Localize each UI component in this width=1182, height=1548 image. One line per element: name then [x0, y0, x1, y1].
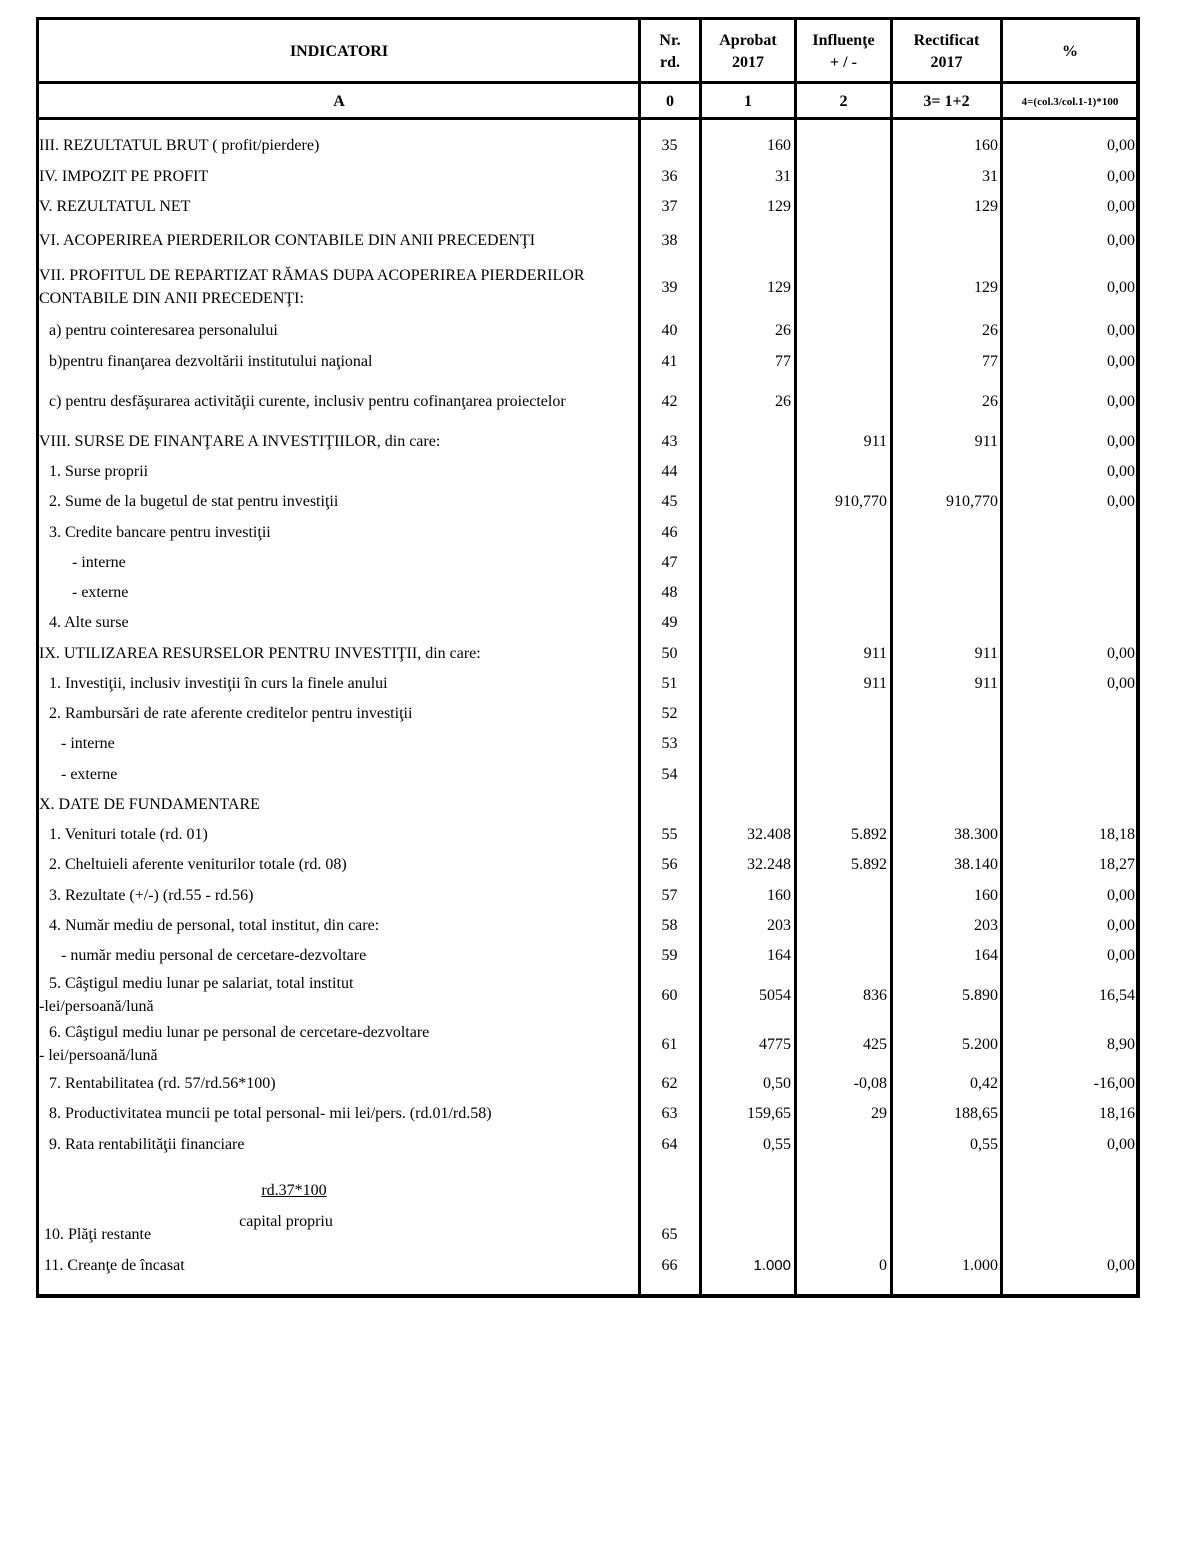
row-nr: 45: [661, 492, 678, 510]
row-rectificat: 910,770: [946, 492, 998, 510]
row-aprobat: [702, 457, 791, 485]
row-percent: [1004, 518, 1135, 546]
row-aprobat: 160: [767, 136, 791, 154]
formula-numerator: rd.37*100: [261, 1182, 327, 1199]
row-indicator-label: [39, 162, 635, 190]
row-label-line1: 6. Câştigul mediu lunar pe personal de cercetare-dezvoltare: [49, 1024, 430, 1041]
header-nr-rd: [639, 21, 701, 83]
row-influente: 0: [879, 1256, 887, 1274]
header-divider: [36, 81, 1140, 84]
row-indicator-label: [39, 131, 635, 159]
row-label-line1: 5. Câştigul mediu lunar pe salariat, total institut: [49, 975, 354, 992]
header-rectificat-line1: Rectificat: [913, 32, 980, 49]
row-indicator-label: [39, 1251, 640, 1279]
row-rectificat: 911: [974, 432, 998, 450]
row-aprobat: 26: [775, 392, 791, 410]
row-percent: [1004, 729, 1135, 757]
row-influente: [797, 162, 887, 190]
row-aprobat: 0,55: [763, 1135, 791, 1153]
row-indicator-label: [39, 1130, 645, 1158]
row-rectificat: 26: [982, 321, 998, 339]
row-nr: 46: [661, 523, 678, 541]
formula-denominator: capital propriu: [239, 1213, 333, 1230]
row-aprobat: [702, 578, 791, 606]
row-label-text: 1. Venituri totale (rd. 01): [49, 825, 208, 843]
table-row: [36, 487, 1140, 515]
row-percent: 0,00: [1107, 916, 1135, 934]
row-influente: 5.892: [851, 855, 887, 873]
table-row: [36, 1020, 1140, 1068]
header-influente-line2: + / -: [830, 54, 857, 71]
row-rectificat: [893, 222, 998, 258]
row-label-text: IV. IMPOZIT PE PROFIT: [39, 167, 209, 185]
row-percent: 0,00: [1107, 278, 1135, 296]
row-percent: 0,00: [1107, 674, 1135, 692]
row-percent: [1004, 790, 1135, 818]
row-aprobat: [702, 669, 791, 697]
table-row: [36, 881, 1140, 909]
table-row: [36, 427, 1140, 455]
row-rectificat: 129: [974, 197, 998, 215]
row-label-text: 1. Surse proprii: [49, 462, 149, 480]
row-label-line2: -lei/persoană/lună: [39, 998, 154, 1015]
indicators-table: [36, 17, 1140, 1298]
row-rectificat: [893, 578, 998, 606]
subheader-c2: 2: [839, 92, 848, 110]
table-row: [36, 941, 1140, 969]
row-nr: 48: [661, 583, 678, 601]
row-indicator-label: [39, 457, 645, 485]
row-aprobat: 203: [767, 916, 791, 934]
row-nr: [639, 790, 700, 818]
row-aprobat: 26: [775, 321, 791, 339]
row-indicator-label: [39, 427, 635, 455]
row-nr: 60: [661, 986, 678, 1004]
table-row: [36, 222, 1140, 258]
row-aprobat: 32.408: [747, 825, 791, 843]
header-rectificat-line2: 2017: [930, 54, 963, 71]
row-aprobat: [702, 639, 791, 667]
row-aprobat: 164: [767, 946, 791, 964]
row-nr: 54: [661, 765, 678, 783]
row-indicator-label: [39, 1099, 645, 1127]
row-indicator-label: [39, 911, 645, 939]
row-rectificat: 5.890: [962, 986, 998, 1004]
row-label-text: - externe: [61, 765, 118, 783]
table-row: [36, 261, 1140, 313]
row-percent: -16,00: [1093, 1074, 1135, 1092]
row-aprobat: 32.248: [747, 855, 791, 873]
table-row: [36, 518, 1140, 546]
row-label-text: 4. Alte surse: [49, 613, 129, 631]
row-nr: 57: [661, 886, 678, 904]
row-influente: [797, 911, 887, 939]
row-influente: [797, 192, 887, 220]
row-rectificat: 77: [982, 352, 998, 370]
row-percent: 0,00: [1107, 392, 1135, 410]
border-bottom: [36, 1294, 1140, 1298]
table-row: [36, 377, 1140, 425]
row-nr: 47: [661, 553, 678, 571]
row-percent: 0,00: [1107, 352, 1135, 370]
row-influente: [797, 131, 887, 159]
row-influente: 911: [863, 674, 887, 692]
row-rectificat: 31: [982, 167, 998, 185]
row-percent: 18,18: [1099, 825, 1135, 843]
border-right: [1136, 17, 1140, 1298]
row-indicator-label: [39, 820, 645, 848]
row-nr: 58: [661, 916, 678, 934]
header-aprobat: [701, 21, 795, 83]
row-aprobat: 1.000: [753, 1256, 791, 1274]
table-row: [36, 1099, 1140, 1127]
row-nr: 44: [661, 462, 678, 480]
row-rectificat: 188,65: [954, 1104, 998, 1122]
subheader-c1: 1: [744, 92, 752, 110]
row-indicator-label: [39, 881, 645, 909]
row-indicator-label: [39, 487, 645, 515]
row-aprobat: 0,50: [763, 1074, 791, 1092]
row-percent: [1004, 578, 1135, 606]
row-percent: 0,00: [1107, 886, 1135, 904]
row-label-text: 4. Număr mediu de personal, total institut, din care:: [49, 916, 380, 934]
row-influente: [797, 1220, 887, 1248]
row-aprobat: 129: [767, 278, 791, 296]
row-indicator-label: [39, 699, 645, 727]
table-row: [36, 457, 1140, 485]
row-aprobat: 77: [775, 352, 791, 370]
row-percent: 18,27: [1099, 855, 1135, 873]
row-nr: 51: [661, 674, 678, 692]
row-indicator-label: [39, 1069, 645, 1097]
row-influente: [797, 790, 887, 818]
row-label-text: IX. UTILIZAREA RESURSELOR PENTRU INVESTIŢII, din care:: [39, 644, 481, 662]
row-indicator-label: [39, 222, 635, 258]
row-nr: 41: [661, 352, 678, 370]
row-aprobat: [702, 790, 791, 818]
row-nr: 62: [661, 1074, 678, 1092]
row-indicator-label: [39, 347, 645, 375]
row-nr: 40: [661, 321, 678, 339]
table-row: [36, 192, 1140, 220]
row-label-text: 9. Rata rentabilităţii financiare: [49, 1135, 245, 1153]
row-rectificat: 911: [974, 644, 998, 662]
row-rectificat: 0,42: [970, 1074, 998, 1092]
table-row: [36, 729, 1140, 757]
row-label-text: 2. Rambursări de rate aferente creditelor pentru investiţii: [49, 704, 413, 722]
row-indicator-label: [39, 1020, 635, 1068]
table-row: [36, 669, 1140, 697]
row-rectificat: [893, 760, 998, 788]
row-percent: 0,00: [1107, 1256, 1135, 1274]
row-influente: 910,770: [835, 492, 887, 510]
row-indicator-label: [39, 261, 635, 313]
row-percent: 0,00: [1107, 462, 1135, 480]
row-indicator-label: [39, 790, 635, 818]
row-rectificat: 1.000: [962, 1256, 998, 1274]
row-aprobat: 129: [767, 197, 791, 215]
subheader-c3: 3= 1+2: [923, 92, 970, 110]
row-percent: 0,00: [1107, 946, 1135, 964]
header-nr-line2: rd.: [660, 54, 680, 71]
row-aprobat: [702, 1220, 791, 1248]
row-rectificat: 164: [974, 946, 998, 964]
table-row: [36, 760, 1140, 788]
table-row: [36, 971, 1140, 1019]
row-label-text: b)pentru finanţarea dezvoltării institutului naţional: [49, 352, 373, 370]
row-influente: [797, 608, 887, 636]
border-left: [36, 17, 39, 1298]
table-row: [36, 911, 1140, 939]
divider-v3: [890, 17, 893, 1298]
subheader-a: A: [333, 92, 345, 110]
row-label-text: a) pentru cointeresarea personalului: [49, 321, 278, 339]
table-row: [36, 162, 1140, 190]
row-label-text: 2. Sume de la bugetul de stat pentru investiţii: [49, 492, 339, 510]
row-rectificat: [893, 1220, 998, 1248]
row-percent: 0,00: [1107, 167, 1135, 185]
row-nr: 37: [661, 197, 678, 215]
row-rectificat: [893, 457, 998, 485]
row-label-text: VI. ACOPERIREA PIERDERILOR CONTABILE DIN ANII PRECEDENŢI: [39, 231, 536, 249]
row-aprobat: 4775: [759, 1035, 791, 1053]
row-rectificat: 129: [974, 278, 998, 296]
header-indicatori: INDICATORI: [289, 43, 389, 60]
row-rectificat: [893, 608, 998, 636]
table-row: [36, 548, 1140, 576]
header-aprobat-line1: Aprobat: [719, 32, 777, 49]
row-label-text: VII. PROFITUL DE REPARTIZAT RĂMAS DUPA ACOPERIREA PIERDERILOR CONTABILE DIN ANII PRECEDENŢI:: [39, 267, 585, 307]
row-indicator-label: [39, 192, 635, 220]
row-influente: 425: [863, 1035, 887, 1053]
row-indicator-label: [39, 608, 645, 636]
row-label-text: 2. Cheltuieli aferente veniturilor totale (rd. 08): [49, 855, 347, 873]
row-indicator-label: [39, 377, 635, 425]
row-influente: [797, 729, 887, 757]
row-nr: 49: [661, 613, 678, 631]
row-label-text: III. REZULTATUL BRUT ( profit/pierdere): [39, 136, 320, 154]
row-rectificat: [893, 548, 998, 576]
header-percent: %: [1062, 43, 1078, 60]
row-percent: 0,00: [1107, 644, 1135, 662]
header-influente-line1: Influenţe: [812, 32, 875, 49]
table-row: [36, 347, 1140, 375]
row-influente: 836: [863, 986, 887, 1004]
row-percent: 0,00: [1107, 1135, 1135, 1153]
header-influente: [796, 21, 891, 83]
row-aprobat: 160: [767, 886, 791, 904]
row-label-text: 7. Rentabilitatea (rd. 57/rd.56*100): [49, 1074, 276, 1092]
table-row: [36, 1251, 1140, 1279]
row-rectificat: 5.200: [962, 1035, 998, 1053]
table-row: [36, 790, 1140, 818]
row-label-text: 8. Productivitatea muncii pe total personal- mii lei/pers. (rd.01/rd.58): [49, 1104, 492, 1122]
row-influente: [797, 1130, 887, 1158]
header-nr-line1: Nr.: [659, 32, 681, 49]
row-indicator-label: [39, 548, 668, 576]
row-influente: [797, 578, 887, 606]
row-influente: [797, 457, 887, 485]
row-percent: 0,00: [1107, 321, 1135, 339]
row-rectificat: 26: [982, 392, 998, 410]
row-label-text: - externe: [72, 583, 129, 601]
row-label-text: - interne: [72, 553, 126, 571]
row-indicator-label: [39, 850, 645, 878]
table-row: [36, 699, 1140, 727]
row-aprobat: 31: [775, 167, 791, 185]
row-aprobat: [702, 760, 791, 788]
row-influente: 911: [863, 644, 887, 662]
row-rectificat: [893, 699, 998, 727]
table-row: [36, 1220, 1140, 1248]
row-percent: [1004, 1220, 1135, 1248]
row-influente: [797, 347, 887, 375]
subheader-divider: [36, 117, 1140, 120]
row-nr: 35: [661, 136, 678, 154]
row-influente: [797, 377, 887, 425]
row-rectificat: 911: [974, 674, 998, 692]
row-aprobat: [702, 548, 791, 576]
border-top: [36, 17, 1140, 20]
row-percent: 16,54: [1099, 986, 1135, 1004]
table-row: [36, 850, 1140, 878]
row-nr: 42: [661, 392, 678, 410]
row-indicator-label: [39, 971, 635, 1019]
row-aprobat: [702, 699, 791, 727]
row-nr: 38: [661, 231, 678, 249]
row-indicator-label: [39, 669, 645, 697]
row-nr: 52: [661, 704, 678, 722]
row-nr: 56: [661, 855, 678, 873]
header-aprobat-line2: 2017: [732, 54, 764, 71]
row-influente: [797, 316, 887, 344]
row-aprobat: [702, 222, 791, 258]
row-indicator-label: [39, 639, 635, 667]
row-percent: 0,00: [1107, 432, 1135, 450]
row-influente: [797, 941, 887, 969]
row-rectificat: 0,55: [970, 1135, 998, 1153]
row-nr: 65: [661, 1225, 678, 1243]
row-aprobat: [702, 487, 791, 515]
row-indicator-label: [39, 316, 645, 344]
row-influente: [797, 760, 887, 788]
row-rectificat: 38.300: [954, 825, 998, 843]
divider-v4: [1000, 17, 1003, 1298]
row-indicator-label: [39, 578, 668, 606]
divider-v1: [699, 17, 702, 1298]
table-row: [36, 1130, 1140, 1158]
row-influente: [797, 699, 887, 727]
row-nr: 36: [661, 167, 678, 185]
row-percent: 8,90: [1107, 1035, 1135, 1053]
subheader-c4: 4=(col.3/col.1-1)*100: [1021, 95, 1119, 108]
row-label-text: X. DATE DE FUNDAMENTARE: [39, 795, 260, 813]
row-nr: 63: [661, 1104, 678, 1122]
row-label-text: V. REZULTATUL NET: [39, 197, 191, 215]
subheader-c0: 0: [666, 92, 674, 110]
row-influente: [797, 881, 887, 909]
row-nr: 61: [661, 1035, 678, 1053]
row-nr: 64: [661, 1135, 678, 1153]
table-row: [36, 316, 1140, 344]
row-rectificat: 160: [974, 136, 998, 154]
row-rectificat: 38.140: [954, 855, 998, 873]
row-nr: 55: [661, 825, 678, 843]
row-rectificat: 160: [974, 886, 998, 904]
row-influente: -0,08: [853, 1074, 887, 1092]
row-label-text: 3. Rezultate (+/-) (rd.55 - rd.56): [49, 886, 254, 904]
row-indicator-label: [39, 518, 645, 546]
row-indicator-label: [39, 760, 657, 788]
row-label-text: 1. Investiţii, inclusiv investiţii în curs la finele anului: [49, 674, 388, 692]
row-label-text: 11. Creanţe de încasat: [44, 1256, 185, 1274]
row-percent: 0,00: [1107, 197, 1135, 215]
row-label-text: c) pentru desfăşurarea activităţii curente, inclusiv pentru cofinanţarea proiectelor: [49, 392, 566, 410]
row-label-text: 10. Plăţi restante: [44, 1225, 152, 1243]
row-aprobat: [702, 427, 791, 455]
row-rectificat: [893, 790, 998, 818]
row-nr: 39: [661, 278, 678, 296]
row-influente: [797, 518, 887, 546]
row-aprobat: 159,65: [747, 1104, 791, 1122]
row-rectificat: 203: [974, 916, 998, 934]
row-label-text: - interne: [61, 734, 115, 752]
row-influente: 911: [863, 432, 887, 450]
table-row: [36, 608, 1140, 636]
row-percent: 0,00: [1107, 136, 1135, 154]
row-influente: 29: [871, 1104, 887, 1122]
row-percent: [1004, 608, 1135, 636]
table-row: [36, 639, 1140, 667]
row-nr: 43: [661, 432, 678, 450]
row-nr: 50: [661, 644, 678, 662]
row-nr: 53: [661, 734, 678, 752]
row-aprobat: 5054: [759, 986, 791, 1004]
table-row: [36, 131, 1140, 159]
row-nr: 66: [661, 1256, 678, 1274]
divider-v2: [794, 17, 797, 1298]
row-aprobat: [702, 608, 791, 636]
divider-nr: [638, 17, 641, 1298]
row-influente: [797, 222, 887, 258]
row-influente: 5.892: [851, 825, 887, 843]
row-percent: [1004, 760, 1135, 788]
row-label-text: VIII. SURSE DE FINANŢARE A INVESTIŢIILOR, din care:: [39, 432, 441, 450]
header-rectificat: [892, 21, 1001, 83]
row-percent: 0,00: [1107, 492, 1135, 510]
row-label-text: 3. Credite bancare pentru investiţii: [49, 523, 271, 541]
row-label-line2: - lei/persoană/lună: [39, 1047, 158, 1064]
row-rectificat: [893, 518, 998, 546]
table-row: [36, 578, 1140, 606]
row-label-text: - număr mediu personal de cercetare-dezvoltare: [61, 946, 367, 964]
row-indicator-label: [39, 729, 657, 757]
row-rectificat: [893, 729, 998, 757]
table-row: [36, 1069, 1140, 1097]
row-percent: [1004, 548, 1135, 576]
table-row: [36, 820, 1140, 848]
row-influente: [797, 548, 887, 576]
row-percent: 18,16: [1099, 1104, 1135, 1122]
row-influente: [797, 261, 887, 313]
row-percent: 0,00: [1107, 231, 1135, 249]
row-aprobat: [702, 518, 791, 546]
row-aprobat: [702, 729, 791, 757]
row-nr: 59: [661, 946, 678, 964]
row-percent: [1004, 699, 1135, 727]
row-indicator-label: [39, 941, 657, 969]
